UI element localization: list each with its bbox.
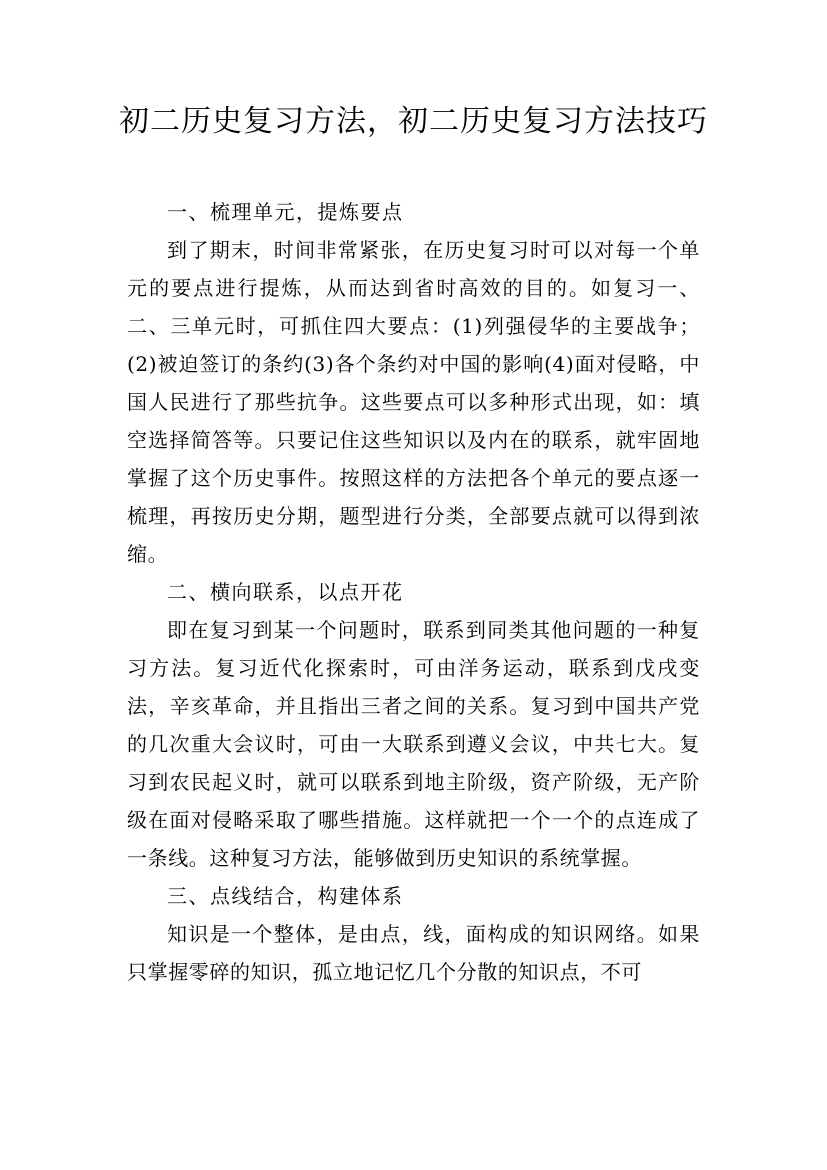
section-paragraph-1: 到了期末，时间非常紧张，在历史复习时可以对每一个单元的要点进行提炼，从而达到省时高效的目的。如复习一、二、三单元时，可抓住四大要点：(1)列强侵华的主要战争；(2)被迫签订的条约(3)各个条约对中国的影响(4)面对侵略，中国人民进行了那些抗争。这些要点可以多种形式出现，如：填空选择简答等。只要记住这些知识以及内在的联系，就牢固地掌握了这个历史事件。按照这样的方法把各个单元的要点逐一梳理，再按历史分期，题型进行分类，全部要点就可以得到浓缩。 bbox=[127, 238, 700, 566]
section-paragraph-3: 知识是一个整体，是由点，线，面构成的知识网络。如果只掌握零碎的知识，孤立地记忆几个分散的知识点，不可 bbox=[127, 922, 700, 984]
section-heading-3: 三、点线结合，构建体系 bbox=[167, 884, 404, 908]
document-body bbox=[127, 193, 700, 991]
section-paragraph-2: 即在复习到某一个问题时，联系到同类其他问题的一种复习方法。复习近代化探索时，可由洋务运动，联系到戊戌变法，辛亥革命，并且指出三者之间的关系。复习到中国共产党的几次重大会议时，可由一大联系到遵义会议，中共七大。复习到农民起义时，就可以联系到地主阶级，资产阶级，无产阶级在面对侵略采取了哪些措施。这样就把一个一个的点连成了一条线。这种复习方法，能够做到历史知识的系统掌握。 bbox=[127, 618, 700, 870]
document-title: 初二历史复习方法，初二历史复习方法技巧 bbox=[119, 104, 708, 139]
section-heading-1: 一、梳理单元，提炼要点 bbox=[167, 200, 404, 224]
section-heading-2: 二、横向联系，以点开花 bbox=[167, 580, 404, 604]
